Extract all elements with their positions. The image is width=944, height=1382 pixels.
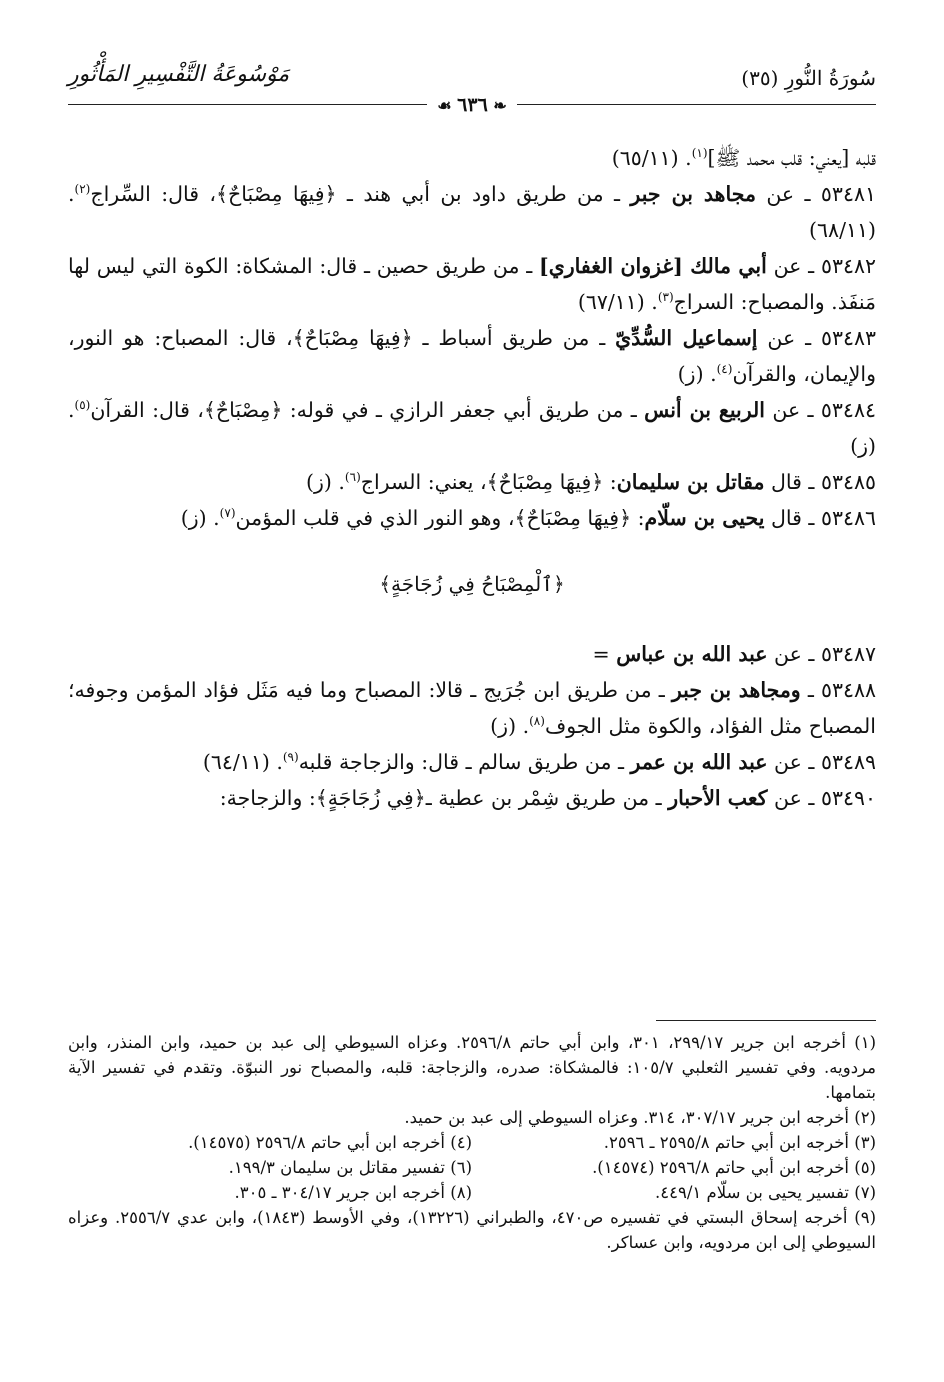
narration: ٥٣٤٨٨ ـ ومجاهد بن جبر ـ من طريق ابن جُرَيج ـ قالا: المصباح وما فيه مَثَل فؤاد المؤمن وجوفه؛ المصباح مثل الفؤاد، والكوة مثل الجوف$^{(٨)}$. (ز) xyxy=(68,678,876,738)
footnote-separator xyxy=(656,1020,876,1021)
footnote: (١) أخرجه ابن جرير ٢٩٩/١٧، ٣٠١، وابن أبي حاتم ٢٥٩٦/٨. وعزاه السيوطي إلى عبد بن حميد، وابن المنذر، وابن مردويه. وفي تفسير الثعلبي ١٠٥/٧: فالمشكاة: صدره، والزجاجة: قلبه، والمصباح نور النبوّة. وتقدم في تفسير الآية بتمامها. xyxy=(68,1033,876,1102)
narrator-name: كعب الأحبار xyxy=(668,786,768,810)
footnote: (٨) أخرجه ابن جرير ٣٠٤/١٧ ـ ٣٠٥. xyxy=(234,1183,472,1202)
footnotes xyxy=(68,1030,876,1255)
narration: ٥٣٤٨١ ـ عن مجاهد بن جبر ـ من طريق داود بن أبي هند ـ ﴿فِيهَا مِصْبَاحٌ﴾، قال: السِّراج$^{(٢)}$. (٦٨/١١) xyxy=(68,182,876,242)
footnote: (٣) أخرجه ابن أبي حاتم ٢٥٩٥/٨ ـ ٢٥٩٦. xyxy=(603,1133,876,1152)
narration: ٥٣٤٨٥ ـ قال مقاتل بن سليمان: ﴿فِيهَا مِصْبَاحٌ﴾، يعني: السراج$^{(٦)}$. (ز) xyxy=(305,470,876,494)
narration: ٥٣٤٨٣ ـ عن إسماعيل السُّدِّيّ ـ من طريق أسباط ـ ﴿فِيهَا مِصْبَاحٌ﴾، قال: المصباح: هو النور، والإيمان، والقرآن$^{(٤)}$. (ز) xyxy=(68,326,876,386)
narrator-name: إسماعيل السُّدِّيّ xyxy=(615,326,758,350)
section-heading: ﴿ٱلْمِصْبَاحُ فِي زُجَاجَةٍ﴾ xyxy=(379,572,565,596)
ornament-icon: ❧ xyxy=(487,96,507,115)
footnote: (٤) أخرجه ابن أبي حاتم ٢٥٩٦/٨ (١٤٥٧٥). xyxy=(188,1133,472,1152)
narrator-name: ومجاهد بن جبر xyxy=(671,678,801,702)
narration: قلبه [يعني: قلب محمد ﷺ]$^{(١)}$. (٦٥/١١) xyxy=(611,146,876,170)
footnote: (٦) تفسير مقاتل بن سليمان ١٩٩/٣. xyxy=(228,1158,472,1177)
narration: ٥٣٤٩٠ ـ عن كعب الأحبار ـ من طريق شِمْر بن عطية ـ﴿فِي زُجَاجَةٍ﴾: والزجاجة: xyxy=(219,786,876,810)
narrator-name: عبد الله بن عباس xyxy=(616,642,768,666)
narrator-name: أبي مالك [غزوان الغفاري] xyxy=(539,254,767,278)
footnote: (٧) تفسير يحيى بن سلّام ٤٤٩/١. xyxy=(655,1183,876,1202)
footnote: (٢) أخرجه ابن جرير ٣٠٧/١٧، ٣١٤. وعزاه السيوطي إلى عبد بن حميد. xyxy=(404,1108,876,1127)
footnote: (٩) أخرجه إسحاق البستي في تفسيره ص٤٧٠، والطبراني (١٣٢٢٦)، وفي الأوسط (١٨٤٣)، وابن عدي ٢٥٥٦/٧. وعزاه السيوطي إلى ابن مردويه، وابن عساكر. xyxy=(68,1208,877,1252)
main-text xyxy=(68,140,876,816)
footnote: (٥) أخرجه ابن أبي حاتم ٢٥٩٦/٨ (١٤٥٧٤). xyxy=(592,1158,876,1177)
narration: ٥٣٤٨٦ ـ قال يحيى بن سلّام: ﴿فِيهَا مِصْبَاحٌ﴾، وهو النور الذي في قلب المؤمن$^{(٧)}$. (ز) xyxy=(180,506,876,530)
narration: ٥٣٤٨٤ ـ عن الربيع بن أنس ـ من طريق أبي جعفر الرازي ـ في قوله: ﴿مِصْبَاحٌ﴾، قال: القرآن$^{(٥)}$. (ز) xyxy=(68,398,876,458)
ornament-icon: ☙ xyxy=(437,96,458,115)
narrator-name: مجاهد بن جبر xyxy=(630,182,756,206)
page-number-row xyxy=(0,94,944,116)
narrator-name: عبد الله بن عمر xyxy=(630,750,768,774)
narrator-name: يحيى بن سلّام xyxy=(644,506,765,530)
page-number: ٦٣٦ xyxy=(457,94,488,116)
narrator-name: مقاتل بن سليمان xyxy=(616,470,765,494)
narration: ٥٣٤٨٢ ـ عن أبي مالك [غزوان الغفاري] ـ من طريق حصين ـ قال: المشكاة: الكوة التي ليس لها مَنفَذ. والمصباح: السراج$^{(٣)}$. (٦٧/١١) xyxy=(68,254,876,314)
narration: ٥٣٤٨٧ ـ عن عبد الله بن عباس = xyxy=(592,642,876,666)
narration: ٥٣٤٨٩ ـ عن عبد الله بن عمر ـ من طريق سالم ـ قال: والزجاجة قلبه$^{(٩)}$. (٦٤/١١) xyxy=(202,750,876,774)
narrator-name: الربيع بن أنس xyxy=(644,398,765,422)
surah-header: سُورَةُ النُّورِ (٣٥) xyxy=(741,66,876,90)
book-title: مَوْسُوعَةُ التَّفْسِيرِ المَأْثُورِ xyxy=(68,62,290,87)
